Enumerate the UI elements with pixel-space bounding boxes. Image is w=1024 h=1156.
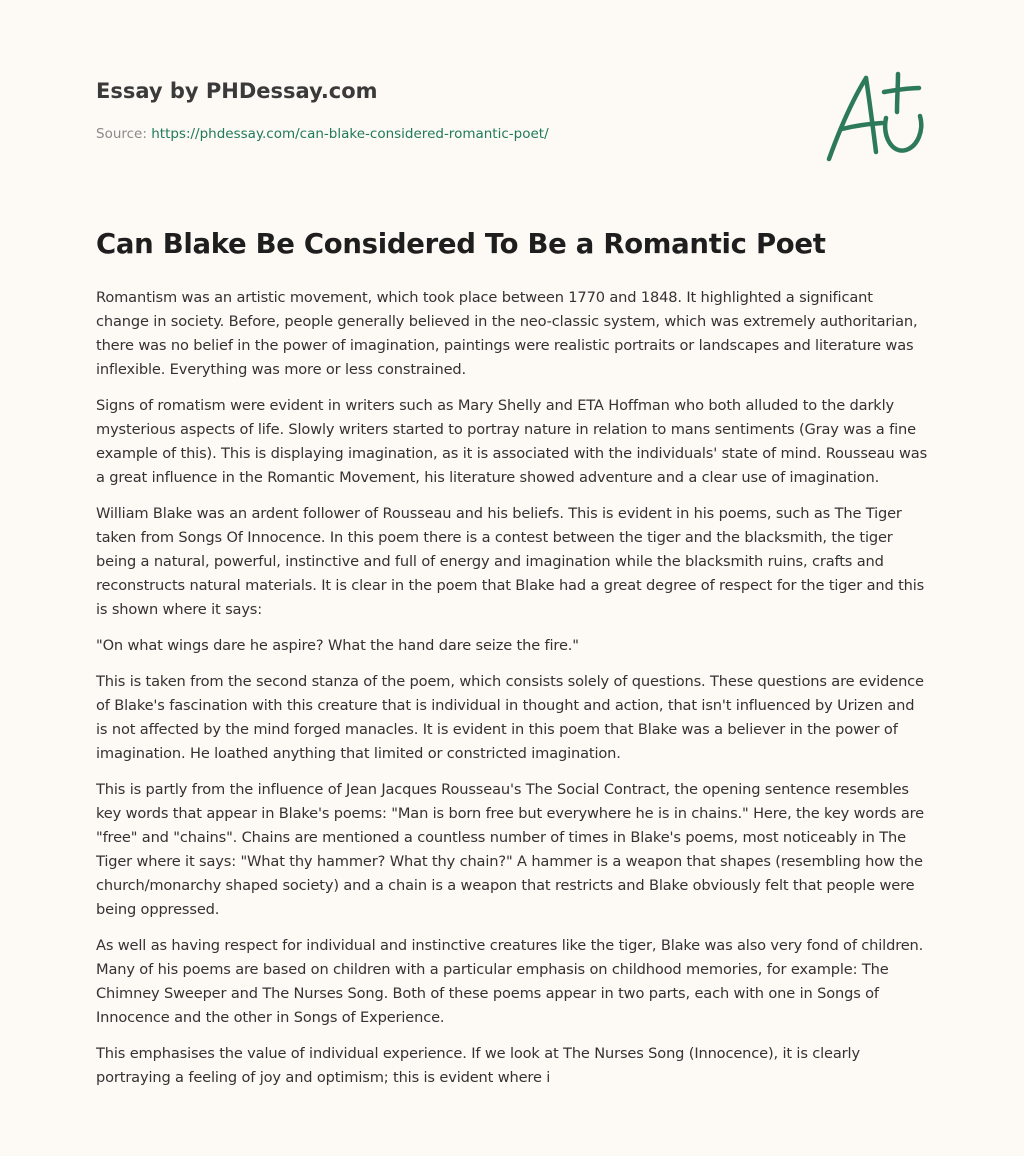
source-label: Source: <box>96 126 147 142</box>
paragraph: This is taken from the second stanza of the poem, which consists solely of questions. These questions are evidence of Blake's fascination with this creature that is individual in thought and action, that isn't influenced by Urizen and is not affected by the mind forged manacles. It is evident in this poem that Blake was a believer in the power of imagination. He loathed anything that limited or constricted imagination. <box>96 673 924 762</box>
article-title: Can Blake Be Considered To Be a Romantic Poet <box>96 228 826 260</box>
quote-paragraph: "On what wings dare he aspire? What the hand dare seize the fire." <box>96 637 579 654</box>
article-body <box>96 286 928 1102</box>
source-link[interactable]: https://phdessay.com/can-blake-considered-romantic-poet/ <box>151 126 549 142</box>
site-title: Essay by PHDessay.com <box>96 79 378 103</box>
paragraph: This emphasises the value of individual experience. If we look at The Nurses Song (Innocence), it is clearly portraying a feeling of joy and optimism; this is evident where i <box>96 1045 860 1086</box>
paragraph: This is partly from the influence of Jean Jacques Rousseau's The Social Contract, the opening sentence resembles key words that appear in Blake's poems: "Man is born free but everywhere he is in chains." Here, the key words are "free" and "chains". Chains are mentioned a countless number of times in Blake's poems, most noticeably in The Tiger where it says: "What thy hammer? What thy chain?" A hammer is a weapon that shapes (resembling how the church/monarchy shaped society) and a chain is a weapon that restricts and Blake obviously felt that people were being oppressed. <box>96 781 924 918</box>
paragraph: As well as having respect for individual and instinctive creatures like the tiger, Blake was also very fond of children. Many of his poems are based on children with a particular emphasis on childhood memories, for example: The Chimney Sweeper and The Nurses Song. Both of these poems appear in two parts, each with one in Songs of Innocence and the other in Songs of Experience. <box>96 937 924 1026</box>
source-line <box>96 125 796 143</box>
a-plus-icon <box>820 66 930 166</box>
paragraph: Signs of romatism were evident in writers such as Mary Shelly and ETA Hoffman who both alluded to the darkly mysterious aspects of life. Slowly writers started to portray nature in relation to mans sentiments (Gray was a fine example of this). This is displaying imagination, as it is associated with the individuals' state of mind. Rousseau was a great influence in the Romantic Movement, his literature showed adventure and a clear use of imagination. <box>96 397 928 486</box>
header <box>96 78 796 143</box>
a-plus-logo <box>820 66 930 166</box>
paragraph: Romantism was an artistic movement, which took place between 1770 and 1848. It highlighted a significant change in society. Before, people generally believed in the neo-classic system, which was extremely authoritarian, there was no belief in the power of imagination, paintings were realistic portraits or landscapes and literature was inflexible. Everything was more or less constrained. <box>96 289 918 378</box>
paragraph: William Blake was an ardent follower of Rousseau and his beliefs. This is evident in his poems, such as The Tiger taken from Songs Of Innocence. In this poem there is a contest between the tiger and the blacksmith, the tiger being a natural, powerful, instinctive and full of energy and imagination while the blacksmith ruins, crafts and reconstructs natural materials. It is clear in the poem that Blake had a great degree of respect for the tiger and this is shown where it says: <box>96 505 925 618</box>
